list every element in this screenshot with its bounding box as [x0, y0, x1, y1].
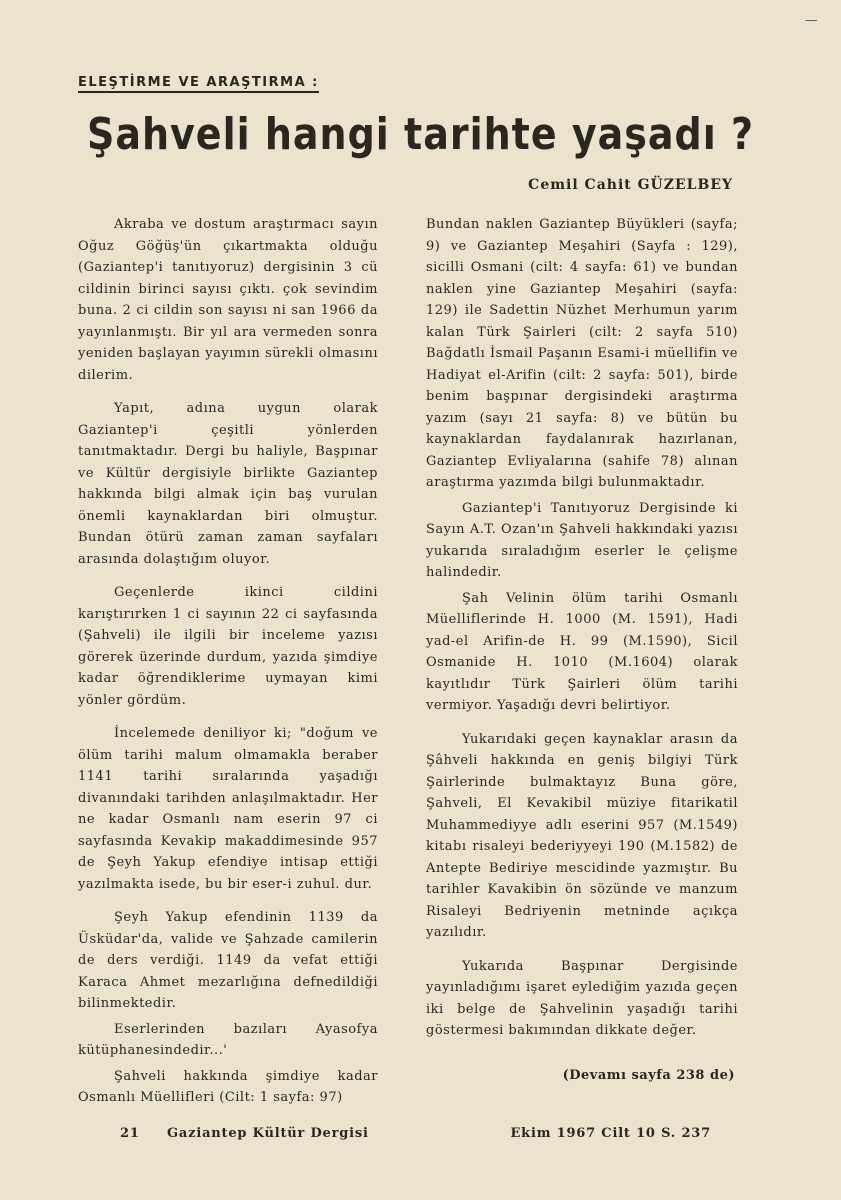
paragraph: Şeyh Yakup efendinin 1139 da Üsküdar'da, valide ve Şahzade camilerin de ders verdiği. 1149 da vefat ettiği Karaca Ahmet mezarlığına defnedildiği bilinmektedir. — [78, 910, 378, 1011]
paragraph: Gaziantep'i Tanıtıyoruz Dergisinde ki Sayın A.T. Ozan'ın Şahveli hakkındaki yazısı yukarıda sıraladığım eserler le çelişme halindedir. — [426, 500, 738, 580]
left-column — [78, 214, 378, 1109]
corner-mark — [805, 20, 817, 21]
paragraph: Eserlerinden bazıları Ayasofya kütüphanesindedir...' — [78, 1021, 378, 1058]
issue-info: Ekim 1967 Cilt 10 S. 237 — [510, 1126, 711, 1141]
footer-left — [120, 1126, 369, 1141]
right-column — [426, 214, 738, 1054]
paragraph: Yukarıdaki geçen kaynaklar arasın da Şâhveli hakkında en geniş bilgiyi Türk Şairlerinde bulmaktayız Buna göre, Şahveli, El Kevakibil müziye fitarikatil Muhammediyye adlı eserini 957 (M.1549) kitabı risaleyi bederiyyeyi 190 (M.1582) de Antepte Bediriye mescidinde yazmıştır. Bu tarihler Kavakibin ön sözünde ve manzum Risaleyi Bedriyenin metninde açıkça yazılıdır. — [426, 731, 738, 940]
article-title: Şahveli hangi tarihte yaşadı ? — [86, 108, 755, 160]
paragraph: Şahveli hakkında şimdiye kadar Osmanlı Müellifleri (Cilt: 1 sayfa: 97) — [78, 1068, 378, 1105]
paragraph: Bundan naklen Gaziantep Büyükleri (sayfa; 9) ve Gaziantep Meşahiri (Sayfa : 129), sicilli Osmani (cilt: 4 sayfa: 61) ve bundan naklen yine Gaziantep Meşahiri (sayfa: 129) ile Sadettin Nüzhet Merhumun yarım kalan Türk Şairleri (cilt: 2 sayfa 510) Bağdatlı İsmail Paşanın Esami-i müellifin ve Hadiyat el-Arifin (cilt: 2 sayfa: 501), birde benim başpınar dergisindeki araştırma yazım (sayı 21 sayfa: 8) ve bütün bu kaynaklardan faydalanırak hazırlanan, Gaziantep Evliyalarına (sahife 78) alınan araştırma yazımda bilgi bulunmaktadır. — [426, 217, 738, 490]
continued-note: (Devamı sayfa 238 de) — [562, 1068, 735, 1083]
paragraph: Akraba ve dostum araştırmacı sayın Oğuz Göğüş'ün çıkartmakta olduğu (Gaziantep'i tanıtıyoruz) dergisinin 3 cü cildinin birinci sayısı çıktı. çok sevindim buna. 2 ci cildin son sayısı ni san 1966 da yayınlanmıştı. Bir yıl ara vermeden sonra yeniden başlayan yayımın sürekli olmasını dilerim. — [78, 217, 378, 383]
page-number: 21 — [120, 1126, 140, 1141]
journal-name: Gaziantep Kültür Dergisi — [167, 1126, 369, 1141]
article-author: Cemil Cahit GÜZELBEY — [528, 177, 733, 193]
paragraph: Yukarıda Başpınar Dergisinde yayınladığımı işaret eylediğim yazıda geçen iki belge de Şahvelinin yaşadığı tarihi göstermesi bakımından dikkate değer. — [426, 958, 738, 1038]
paragraph: İncelemede deniliyor ki; "doğum ve ölüm tarihi malum olmamakla beraber 1141 tarihi sıralarında yaşadığı divanındaki tarihden anlaşılmaktadır. Her ne kadar Osmanlı nam eserin 97 ci sayfasında Kevakip makaddimesinde 957 de Şeyh Yakup efendiye intisap ettiği yazılmakta isede, bu bir eser-i zuhul. dur. — [78, 726, 378, 892]
paragraph: Yapıt, adına uygun olarak Gaziantep'i çeşitli yönlerden tanıtmaktadır. Dergi bu haliyle, Başpınar ve Kültür dergisiyle birlikte Gaziantep hakkında bilgi almak için baş vurulan önemli kaynaklardan biri olmuştur. Bundan ötürü zaman zaman sayfaları arasında dolaştığım oluyor. — [78, 401, 378, 567]
section-label: ELEŞTİRME VE ARAŞTIRMA : — [78, 75, 319, 93]
paragraph: Şah Velinin ölüm tarihi Osmanlı Müelliflerinde H. 1000 (M. 1591), Hadi yad-el Arifin-de H. 99 (M.1590), Sicil Osmanide H. 1010 (M.1604) olarak kayıtlıdır Türk Şairleri ölüm tarihi vermiyor. Yaşadığı devri belirtiyor. — [426, 590, 738, 713]
paragraph: Geçenlerde ikinci cildini karıştırırken 1 ci sayının 22 ci sayfasında (Şahveli) ile ilgili bir inceleme yazısı görerek üzerinde durdum, yazıda şimdiye kadar öğrendiklerime uymayan kimi yönler gördüm. — [78, 585, 378, 708]
